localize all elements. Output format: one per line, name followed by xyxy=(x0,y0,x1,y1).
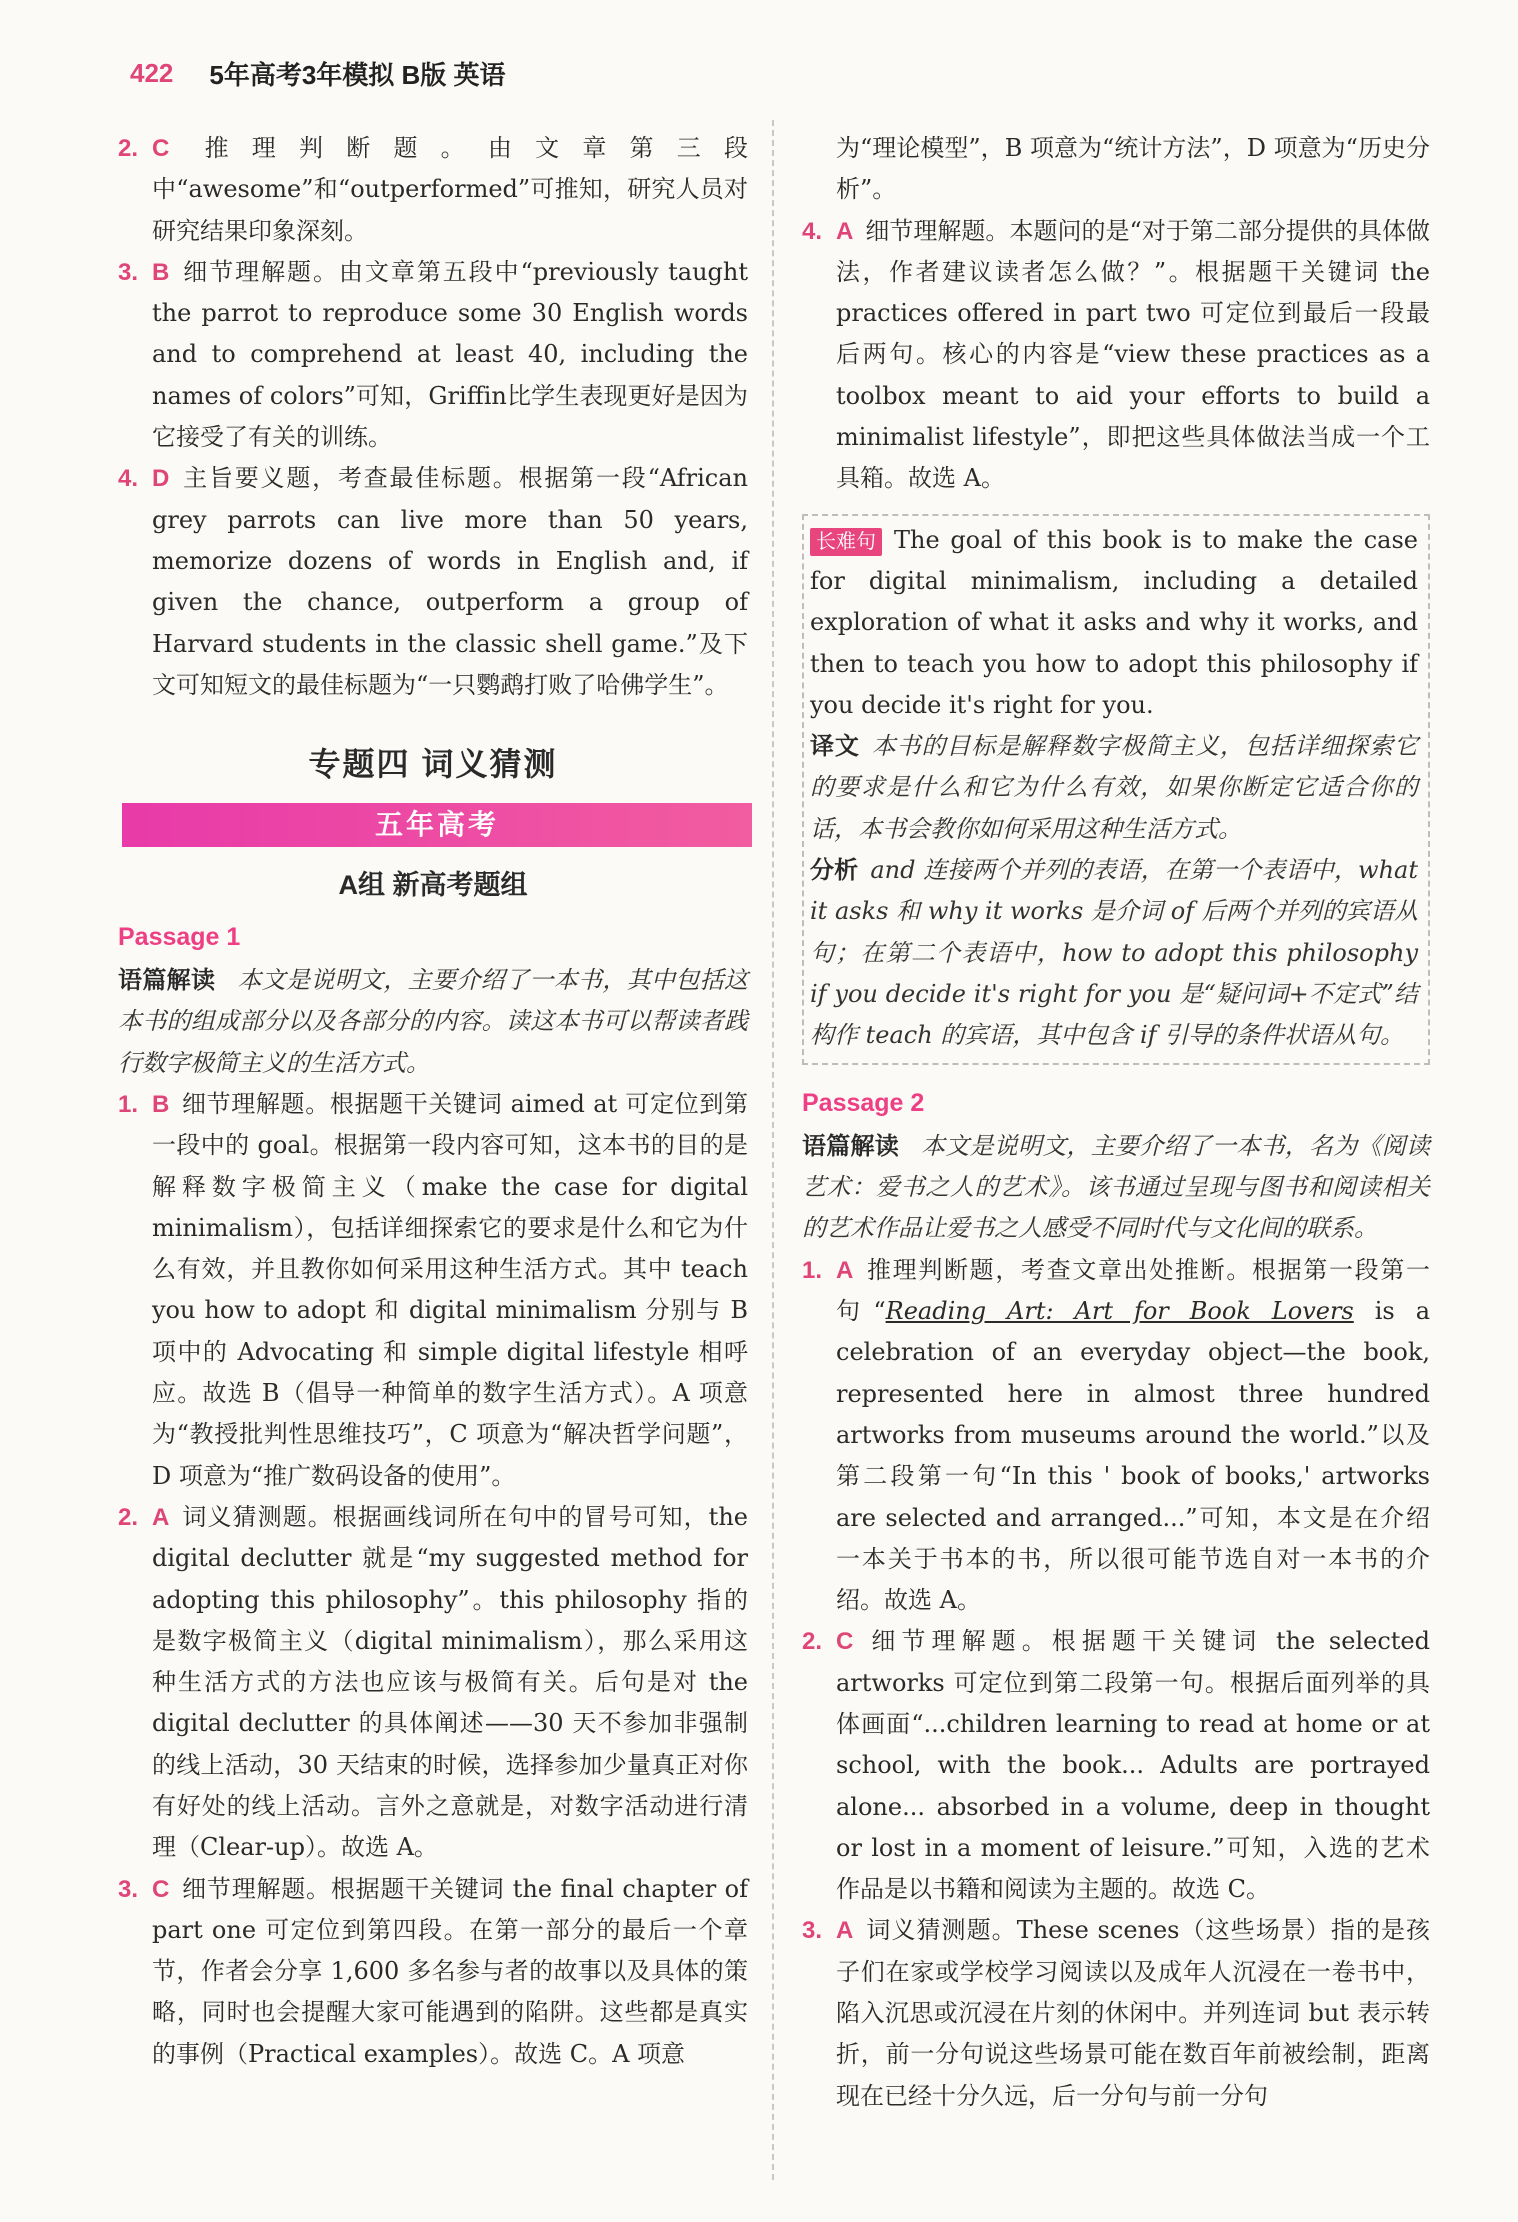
answer-letter: B xyxy=(152,258,170,286)
group-title: A组 新高考题组 xyxy=(338,870,528,901)
translation-label: 译文 xyxy=(810,733,860,761)
topic-title: 专题四 词义猜测 xyxy=(308,746,558,783)
passage-label: Passage 2 xyxy=(802,1088,925,1117)
item-body xyxy=(152,1497,748,1869)
answer-item xyxy=(118,128,748,252)
item-number: 2. xyxy=(118,135,139,162)
item-body xyxy=(836,1621,1430,1910)
explanation-pre: 推理判断题，考查文章出处推断。根据第一段第一句“ xyxy=(836,1255,1430,1326)
answer-item xyxy=(802,1621,1430,1910)
item-body xyxy=(152,128,748,252)
answer-item xyxy=(118,1497,748,1869)
book-title: 5年高考3年模拟 B版 英语 xyxy=(209,59,506,90)
answer-letter: C xyxy=(152,1875,170,1903)
answer-item xyxy=(118,1084,748,1497)
analysis-text: and 连接两个并列的表语，在第一个表语中，what it asks 和 why it works 是介词 of 后两个并列的宾语从句；在第二个表语中，how to adopt this philosophy if you decide it's right for you 是“疑问词+不定式”结构作 teach 的宾语，其中包含 if 引导的条件状语从句。 xyxy=(810,856,1418,1050)
intro-label: 语篇解读 xyxy=(118,967,216,995)
item-number: 1. xyxy=(802,1256,823,1284)
english-sentence: The goal of this book is to make the case for digital minimalism, including a detailed exploration of what it asks and why it works, and then to teach you how to adopt this philosophy if you decide it's right for you. xyxy=(810,525,1418,719)
answer-letter: C xyxy=(152,135,170,162)
item-body xyxy=(836,1910,1430,2116)
answer-item xyxy=(118,458,748,706)
translation xyxy=(810,726,1418,850)
answer-letter: A xyxy=(152,1503,170,1531)
explanation: 推理判断题。由文章第三段中“awesome”和“outperformed”可推知，研究人员对研究结果印象深刻。 xyxy=(152,134,748,245)
explanation: 词义猜测题。根据画线词所在句中的冒号可知，the digital declutter 就是“my suggested method for adopting this philosophy”。this philosophy 指的是数字极简主义（digital minimalism），那么采用这种生活方式的方法也应该与极简有关。后句是对 the digital declutter 的具体阐述——30 天不参加非强制的线上活动，30 天结束的时候，选择参加少量真正对你有好处的线上活动。言外之意就是，对数字活动进行清理（Clear-up）。故选 A。 xyxy=(152,1502,748,1862)
analysis xyxy=(810,850,1418,1056)
item-number: 4. xyxy=(118,465,139,493)
item-body xyxy=(152,458,748,706)
explanation: 细节理解题。本题问的是“对于第二部分提供的具体做法，作者建议读者怎么做？”。根据题干关键词 the practices offered in part two 可定位到最后一段最后两句。核心的内容是“view these practices as a toolbox meant to aid your efforts to build a minimalist lifestyle”，即把这些具体做法当成一个工具箱。故选 A。 xyxy=(836,216,1430,493)
page-header xyxy=(130,48,506,98)
explanation: 细节理解题。根据题干关键词 the final chapter of part one 可定位到第四段。在第一部分的最后一个章节，作者会分享 1,600 多名参与者的故事以及具体的策略，同时也会提醒大家可能遇到的陷阱。这些都是真实的事例（Practical examples）。故选 C。A 项意 xyxy=(152,1874,748,2068)
item-number: 3. xyxy=(118,258,139,286)
page-number: 422 xyxy=(130,57,174,88)
answer-item xyxy=(802,1910,1430,2116)
item-body xyxy=(152,1869,748,2075)
intro-text: 本文是说明文，主要介绍了一本书，其中包括这本书的组成部分以及各部分的内容。读这本书可以帮读者践行数字极简主义的生活方式。 xyxy=(118,966,749,1077)
explanation: 词义猜测题。These scenes（这些场景）指的是孩子们在家或学校学习阅读以及成年人沉浸在一卷书中，陷入沉思或沉浸在片刻的休闲中。并列连词 but 表示转折，前一分句说这些场景可能在数百年前被绘制，距离现在已经十分久远，后一分句与前一分句 xyxy=(836,1916,1430,2110)
item-number: 2. xyxy=(802,1628,823,1656)
explanation: 主旨要义题，考查最佳标题。根据第一段“African grey parrots can live more than 50 years, memorize dozens of words in English and, if given the chance, outperform a group of Harvard students in the classic shell game.”及下文可知短文的最佳标题为“一只鹦鹉打败了哈佛学生”。 xyxy=(152,464,748,699)
long-sentence-english xyxy=(810,520,1418,726)
item-number: 2. xyxy=(118,1503,139,1531)
item-number: 1. xyxy=(118,1090,139,1118)
item-body xyxy=(152,252,748,458)
left-column xyxy=(118,128,748,2075)
explanation: 细节理解题。由文章第五段中“previously taught the parrot to reproduce some 30 English words and to comprehend at least 40, including the names of colors”可知，Griffin比学生表现更好是因为它接受了有关的训练。 xyxy=(152,257,748,452)
item-number: 3. xyxy=(802,1917,823,1945)
explanation-post: is a celebration of an everyday object—the book, represented here in almost three hundred artworks from museums around the world.”以及第二段第一句“In this ' book of books,' artworks are selected and arranged...”可知，本文是在介绍一本关于书本的书，所以很可能节选自对一本书的介绍。故选 A。 xyxy=(836,1297,1430,1615)
answer-item xyxy=(802,211,1430,500)
book-title-ref: Reading Art: Art for Book Lovers xyxy=(885,1297,1354,1326)
item-number: 4. xyxy=(802,217,823,245)
explanation: 细节理解题。根据题干关键词 the selected artworks 可定位到第二段第一句。根据后面列举的具体画面“...children learning to read at home or at school, with the book... Adults are portrayed alone... absorbed in a volume, deep in thought or lost in a moment of leisure.”可知，入选的艺术作品是以书籍和阅读为主题的。故选 C。 xyxy=(836,1627,1430,1904)
answer-letter: A xyxy=(836,1256,854,1284)
column-divider xyxy=(772,120,774,2180)
analysis-label: 分析 xyxy=(810,857,859,885)
answer-letter: A xyxy=(836,1917,854,1945)
right-column xyxy=(802,128,1430,2117)
translation-text: 本书的目标是解释数字极简主义，包括详细探索它的要求是什么和它为什么有效，如果你断定它适合你的话，本书会教你如何采用这种生活方式。 xyxy=(810,732,1419,843)
answer-letter: A xyxy=(836,217,854,245)
passage-intro xyxy=(802,1126,1430,1250)
answer-item xyxy=(118,1869,748,2075)
item-number: 3. xyxy=(118,1875,139,1903)
section-banner: 五年高考 xyxy=(122,803,752,847)
answer-item xyxy=(802,1250,1430,1622)
item-body xyxy=(152,1084,748,1497)
passage-label: Passage 1 xyxy=(118,922,241,951)
long-sentence-box xyxy=(802,514,1430,1065)
answer-letter: C xyxy=(836,1628,854,1656)
passage-intro xyxy=(118,960,748,1084)
item-body xyxy=(836,1250,1430,1622)
answer-letter: D xyxy=(152,465,170,493)
continued-text: 为“理论模型”，B 项意为“统计方法”，D 项意为“历史分析”。 xyxy=(836,134,1430,204)
long-sentence-tag: 长难句 xyxy=(810,528,882,556)
answer-item xyxy=(118,252,748,458)
explanation: 细节理解题。根据题干关键词 aimed at 可定位到第一段中的 goal。根据第一段内容可知，这本书的目的是解释数字极简主义（make the case for digital minimalism），包括详细探索它的要求是什么和它为什么有效，并且教你如何采用这种生活方式。其中 teach you how to adopt 和 digital minimalism 分别与 B 项中的 Advocating 和 simple digital lifestyle 相呼应。故选 B（倡导一种简单的数字生活方式）。A 项意为“教授批判性思维技巧”，C 项意为“解决哲学问题”，D 项意为“推广数码设备的使用”。 xyxy=(152,1089,748,1490)
item-body xyxy=(836,211,1430,500)
intro-label: 语篇解读 xyxy=(802,1132,899,1160)
intro-text: 本文是说明文，主要介绍了一本书，名为《阅读艺术：爱书之人的艺术》。该书通过呈现与图书和阅读相关的艺术作品让爱书之人感受不同时代与文化间的联系。 xyxy=(802,1131,1430,1243)
answer-letter: B xyxy=(152,1090,170,1118)
